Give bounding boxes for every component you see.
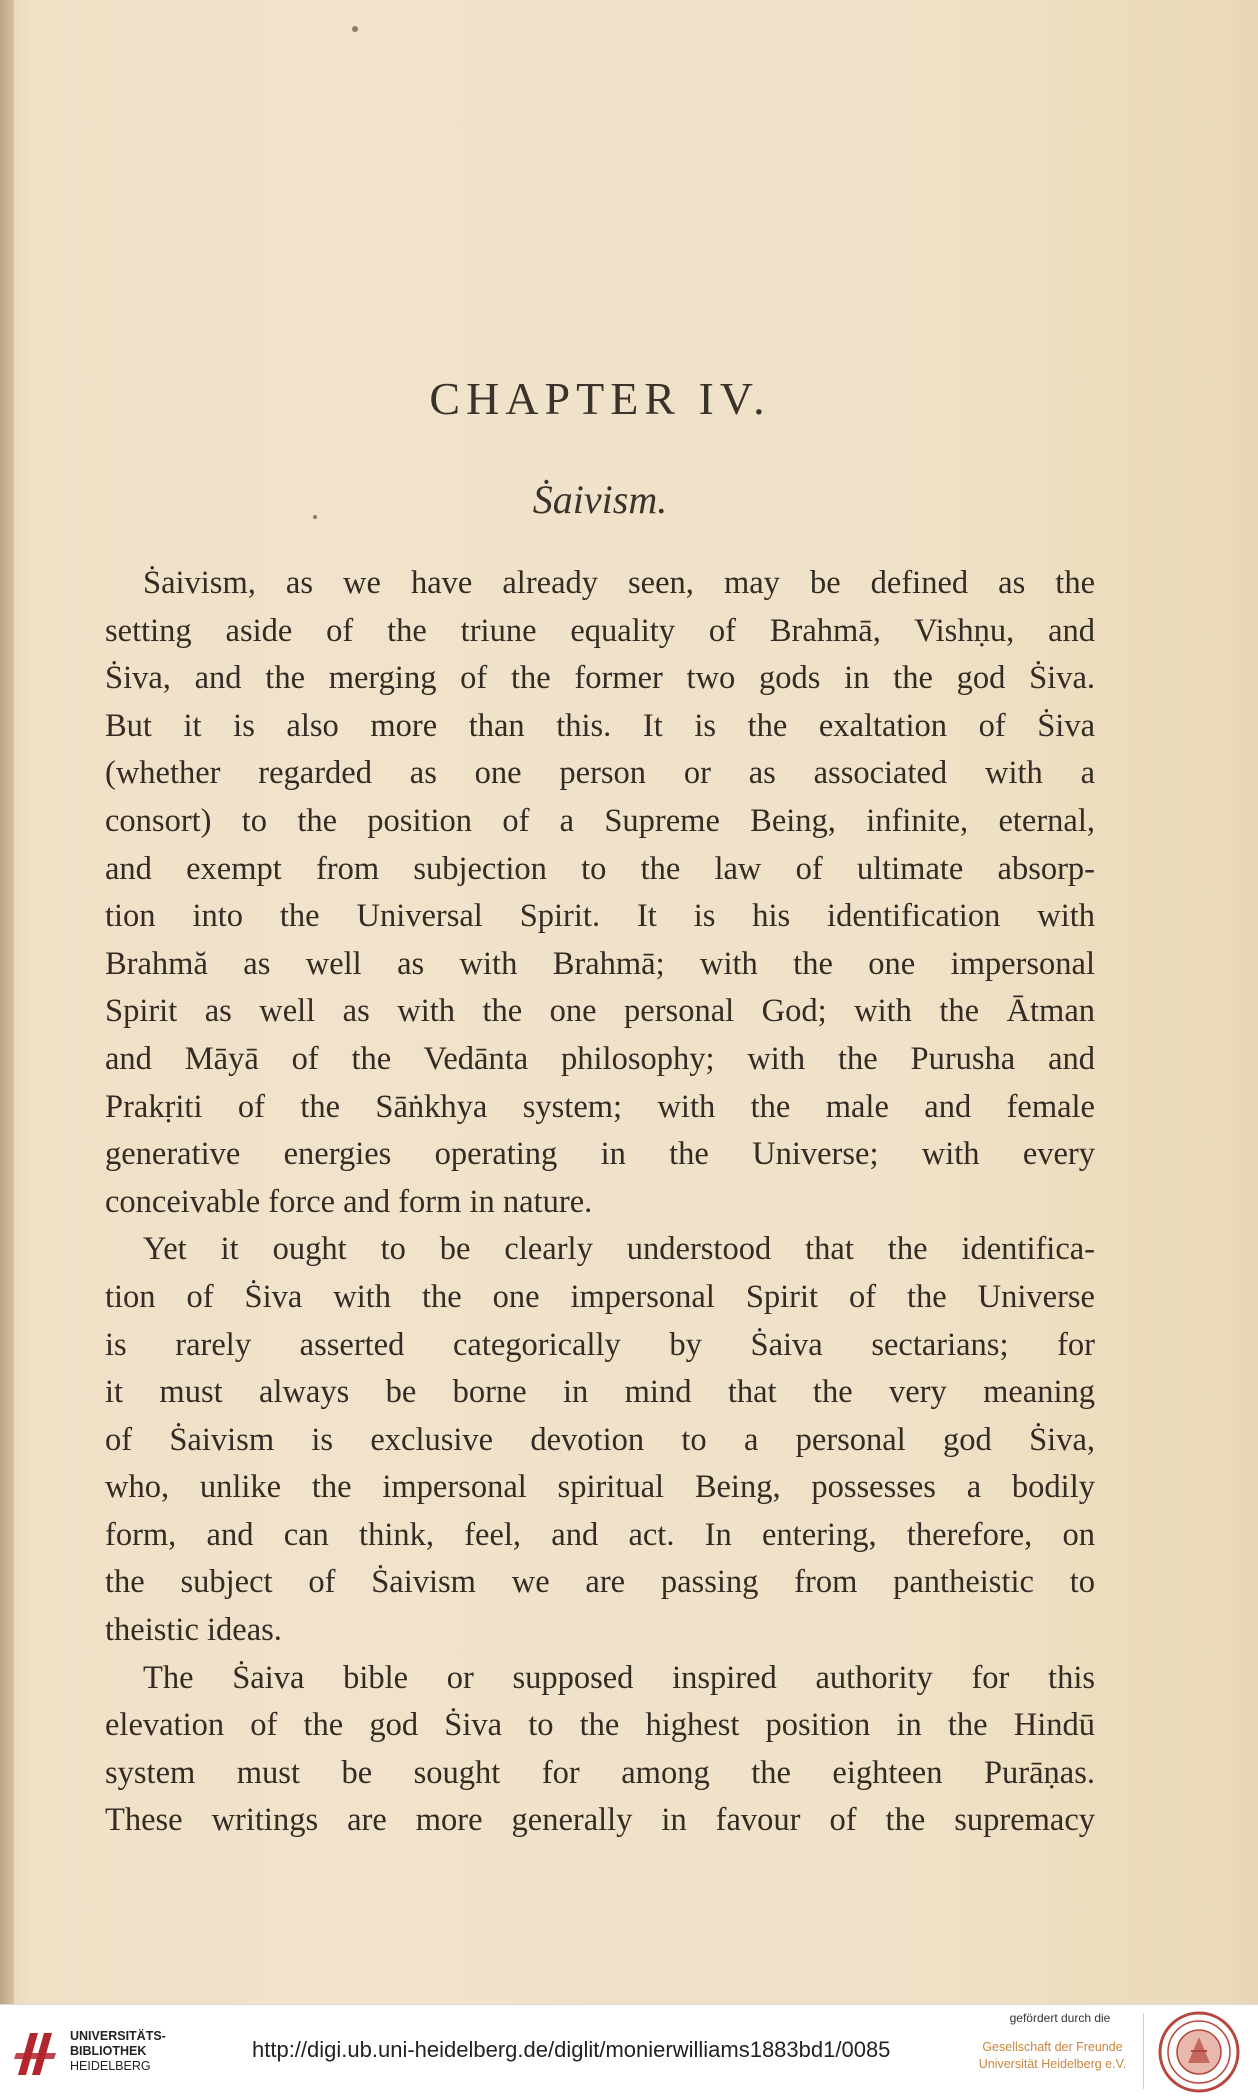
footer-bar xyxy=(0,2004,1258,2097)
library-name-line: UNIVERSITÄTS- xyxy=(70,2029,166,2043)
text-line: theistic ideas. xyxy=(105,1612,282,1649)
text-line: tion into the Universal Spirit. It is his identification with xyxy=(105,898,1095,935)
text-line: Prakṛiti of the Sāṅkhya system; with the male and female xyxy=(105,1088,1095,1125)
ink-speck xyxy=(352,26,358,32)
library-name xyxy=(70,2029,166,2074)
text-line: and Māyā of the Vedānta philosophy; with the Purusha and xyxy=(105,1040,1095,1077)
text-line: system must be sought for among the eighteen Purāṇas. xyxy=(105,1754,1095,1791)
text-line: conceivable force and form in nature. xyxy=(105,1183,593,1220)
text-line: These writings are more generally in favour of the supremacy xyxy=(105,1802,1095,1839)
text-line: The Ṡaiva bible or supposed inspired authority for this xyxy=(143,1659,1095,1696)
sponsor-label: gefördert durch die xyxy=(1009,2011,1111,2025)
text-line: of Ṡaivism is exclusive devotion to a personal god Ṡiva, xyxy=(105,1421,1095,1458)
text-line: the subject of Ṡaivism we are passing from pantheistic to xyxy=(105,1564,1095,1601)
text-line: is rarely asserted categorically by Ṡaiva sectarians; for xyxy=(105,1326,1095,1363)
sponsor-name xyxy=(965,2039,1140,2073)
text-line: Spirit as well as with the one personal God; with the Ātman xyxy=(105,993,1095,1030)
text-line: setting aside of the triune equality of Brahmā, Vishṇu, and xyxy=(105,612,1095,649)
university-library-logo-icon xyxy=(12,2025,60,2081)
text-line: tion of Ṡiva with the one impersonal Spirit of the Universe xyxy=(105,1278,1095,1315)
text-line: consort) to the position of a Supreme Being, infinite, eternal, xyxy=(105,802,1095,839)
university-seal-icon xyxy=(1158,2011,1240,2093)
text-line: who, unlike the impersonal spiritual Being, possesses a bodily xyxy=(105,1469,1095,1506)
library-name-line: HEIDELBERG xyxy=(70,2059,151,2073)
text-line: form, and can think, feel, and act. In entering, therefore, on xyxy=(105,1516,1095,1553)
text-line: But it is also more than this. It is the exaltation of Ṡiva xyxy=(105,707,1095,744)
paragraph xyxy=(105,1226,1095,1654)
permalink-url[interactable]: http://digi.ub.uni-heidelberg.de/diglit/monierwilliams1883bd1/0085 xyxy=(252,2037,891,2062)
text-line: generative energies operating in the Universe; with every xyxy=(105,1136,1095,1173)
text-line: Yet it ought to be clearly understood that the identifica- xyxy=(143,1231,1095,1268)
text-line: it must always be borne in mind that the very meaning xyxy=(105,1374,1095,1411)
text-line: Ṡiva, and the merging of the former two gods in the god Ṡiva. xyxy=(105,660,1095,697)
text-line: Ṡaivism, as we have already seen, may be defined as the xyxy=(143,565,1095,601)
sponsor-name-line: Gesellschaft der Freunde xyxy=(982,2040,1123,2054)
library-name-line: BIBLIOTHEK xyxy=(70,2044,147,2058)
paragraph xyxy=(105,560,1095,1226)
chapter-subtitle: Ṡaivism. xyxy=(532,477,668,522)
text-line: (whether regarded as one person or as associated with a xyxy=(105,755,1095,792)
chapter-heading: CHAPTER IV. xyxy=(429,373,771,424)
text-line: Brahmă as well as with Brahmā; with the one impersonal xyxy=(105,945,1095,982)
body-text xyxy=(105,560,1095,1845)
text-line: and exempt from subjection to the law of ultimate absorp- xyxy=(105,850,1095,887)
footer-divider xyxy=(1143,2013,1144,2089)
paragraph xyxy=(105,1655,1095,1845)
text-line: elevation of the god Ṡiva to the highest position in the Hindū xyxy=(105,1707,1095,1744)
page-binding-edge xyxy=(0,0,14,2004)
sponsor-name-line: Universität Heidelberg e.V. xyxy=(978,2057,1127,2071)
